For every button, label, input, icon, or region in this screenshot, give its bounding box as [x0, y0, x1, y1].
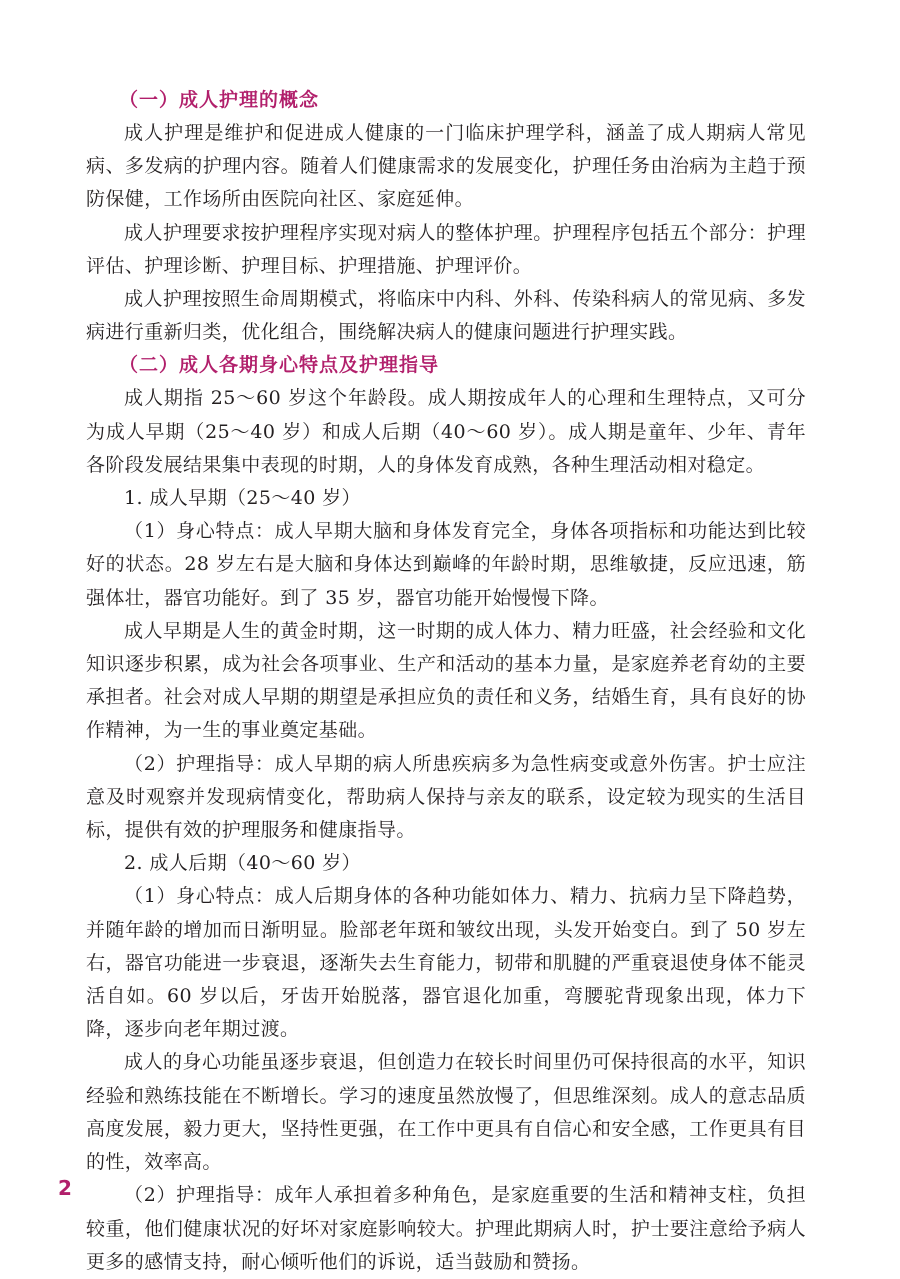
paragraph: 成人护理按照生命周期模式，将临床中内科、外科、传染科病人的常见病、多发病进行重新归类，优化组合，围绕解决病人的健康问题进行护理实践。 [86, 288, 806, 344]
paragraph: 成人护理要求按护理程序实现对病人的整体护理。护理程序包括五个部分：护理评估、护理诊断、护理目标、护理措施、护理评价。 [86, 221, 806, 277]
page-content [86, 84, 806, 1279]
paragraph: 成人早期是人生的黄金时期，这一时期的成人体力、精力旺盛，社会经验和文化知识逐步积累，成为社会各项事业、生产和活动的基本力量，是家庭养老育幼的主要承担者。社会对成人早期的期望是承担应负的责任和义务，结婚生育，具有良好的协作精神，为一生的事业奠定基础。 [86, 619, 806, 742]
paragraph: （1）身心特点：成人早期大脑和身体发育完全，身体各项指标和功能达到比较好的状态。28 岁左右是大脑和身体达到巅峰的年龄时期，思维敏捷，反应迅速，筋强体壮，器官功能好。到了 35 岁，器官功能开始慢慢下降。 [86, 520, 806, 609]
paragraph: （1）身心特点：成人后期身体的各种功能如体力、精力、抗病力呈下降趋势，并随年龄的增加而日渐明显。脸部老年斑和皱纹出现，头发开始变白。到了 50 岁左右，器官功能进一步衰退，逐渐失去生育能力，韧带和肌腱的严重衰退使身体不能灵活自如。60 岁以后，牙齿开始脱落，器官退化加重，弯腰驼背现象出现，体力下降，逐步向老年期过渡。 [86, 885, 806, 1041]
section-2-heading: （二）成人各期身心特点及护理指导 [119, 354, 440, 377]
page-number: 2 [58, 1176, 72, 1200]
subheading-early-adulthood: 1. 成人早期（25～40 岁） [124, 487, 361, 510]
paragraph: 成人期指 25～60 岁这个年龄段。成人期按成年人的心理和生理特点，又可分为成人早期（25～40 岁）和成人后期（40～60 岁）。成人期是童年、少年、青年各阶段发展结果集中表现的时期，人的身体发育成熟，各种生理活动相对稳定。 [86, 387, 806, 476]
paragraph: （2）护理指导：成人早期的病人所患疾病多为急性病变或意外伤害。护士应注意及时观察并发现病情变化，帮助病人保持与亲友的联系，设定较为现实的生活目标，提供有效的护理服务和健康指导。 [86, 752, 806, 842]
section-1-heading: （一）成人护理的概念 [119, 89, 320, 111]
paragraph: 成人的身心功能虽逐步衰退，但创造力在较长时间里仍可保持很高的水平，知识经验和熟练技能在不断增长。学习的速度虽然放慢了，但思维深刻。成人的意志品质高度发展，毅力更大，坚持性更强，在工作中更具有自信心和安全感，工作更具有目的性，效率高。 [86, 1051, 806, 1174]
paragraph: 成人护理是维护和促进成人健康的一门临床护理学科，涵盖了成人期病人常见病、多发病的护理内容。随着人们健康需求的发展变化，护理任务由治病为主趋于预防保健，工作场所由医院向社区、家庭延伸。 [86, 122, 806, 211]
paragraph: （2）护理指导：成年人承担着多种角色，是家庭重要的生活和精神支柱，负担较重，他们健康状况的好坏对家庭影响较大。护理此期病人时，护士要注意给予病人更多的感情支持，耐心倾听他们的诉说，适当鼓励和赞扬。 [86, 1184, 806, 1273]
subheading-late-adulthood: 2. 成人后期（40～60 岁） [124, 852, 361, 875]
